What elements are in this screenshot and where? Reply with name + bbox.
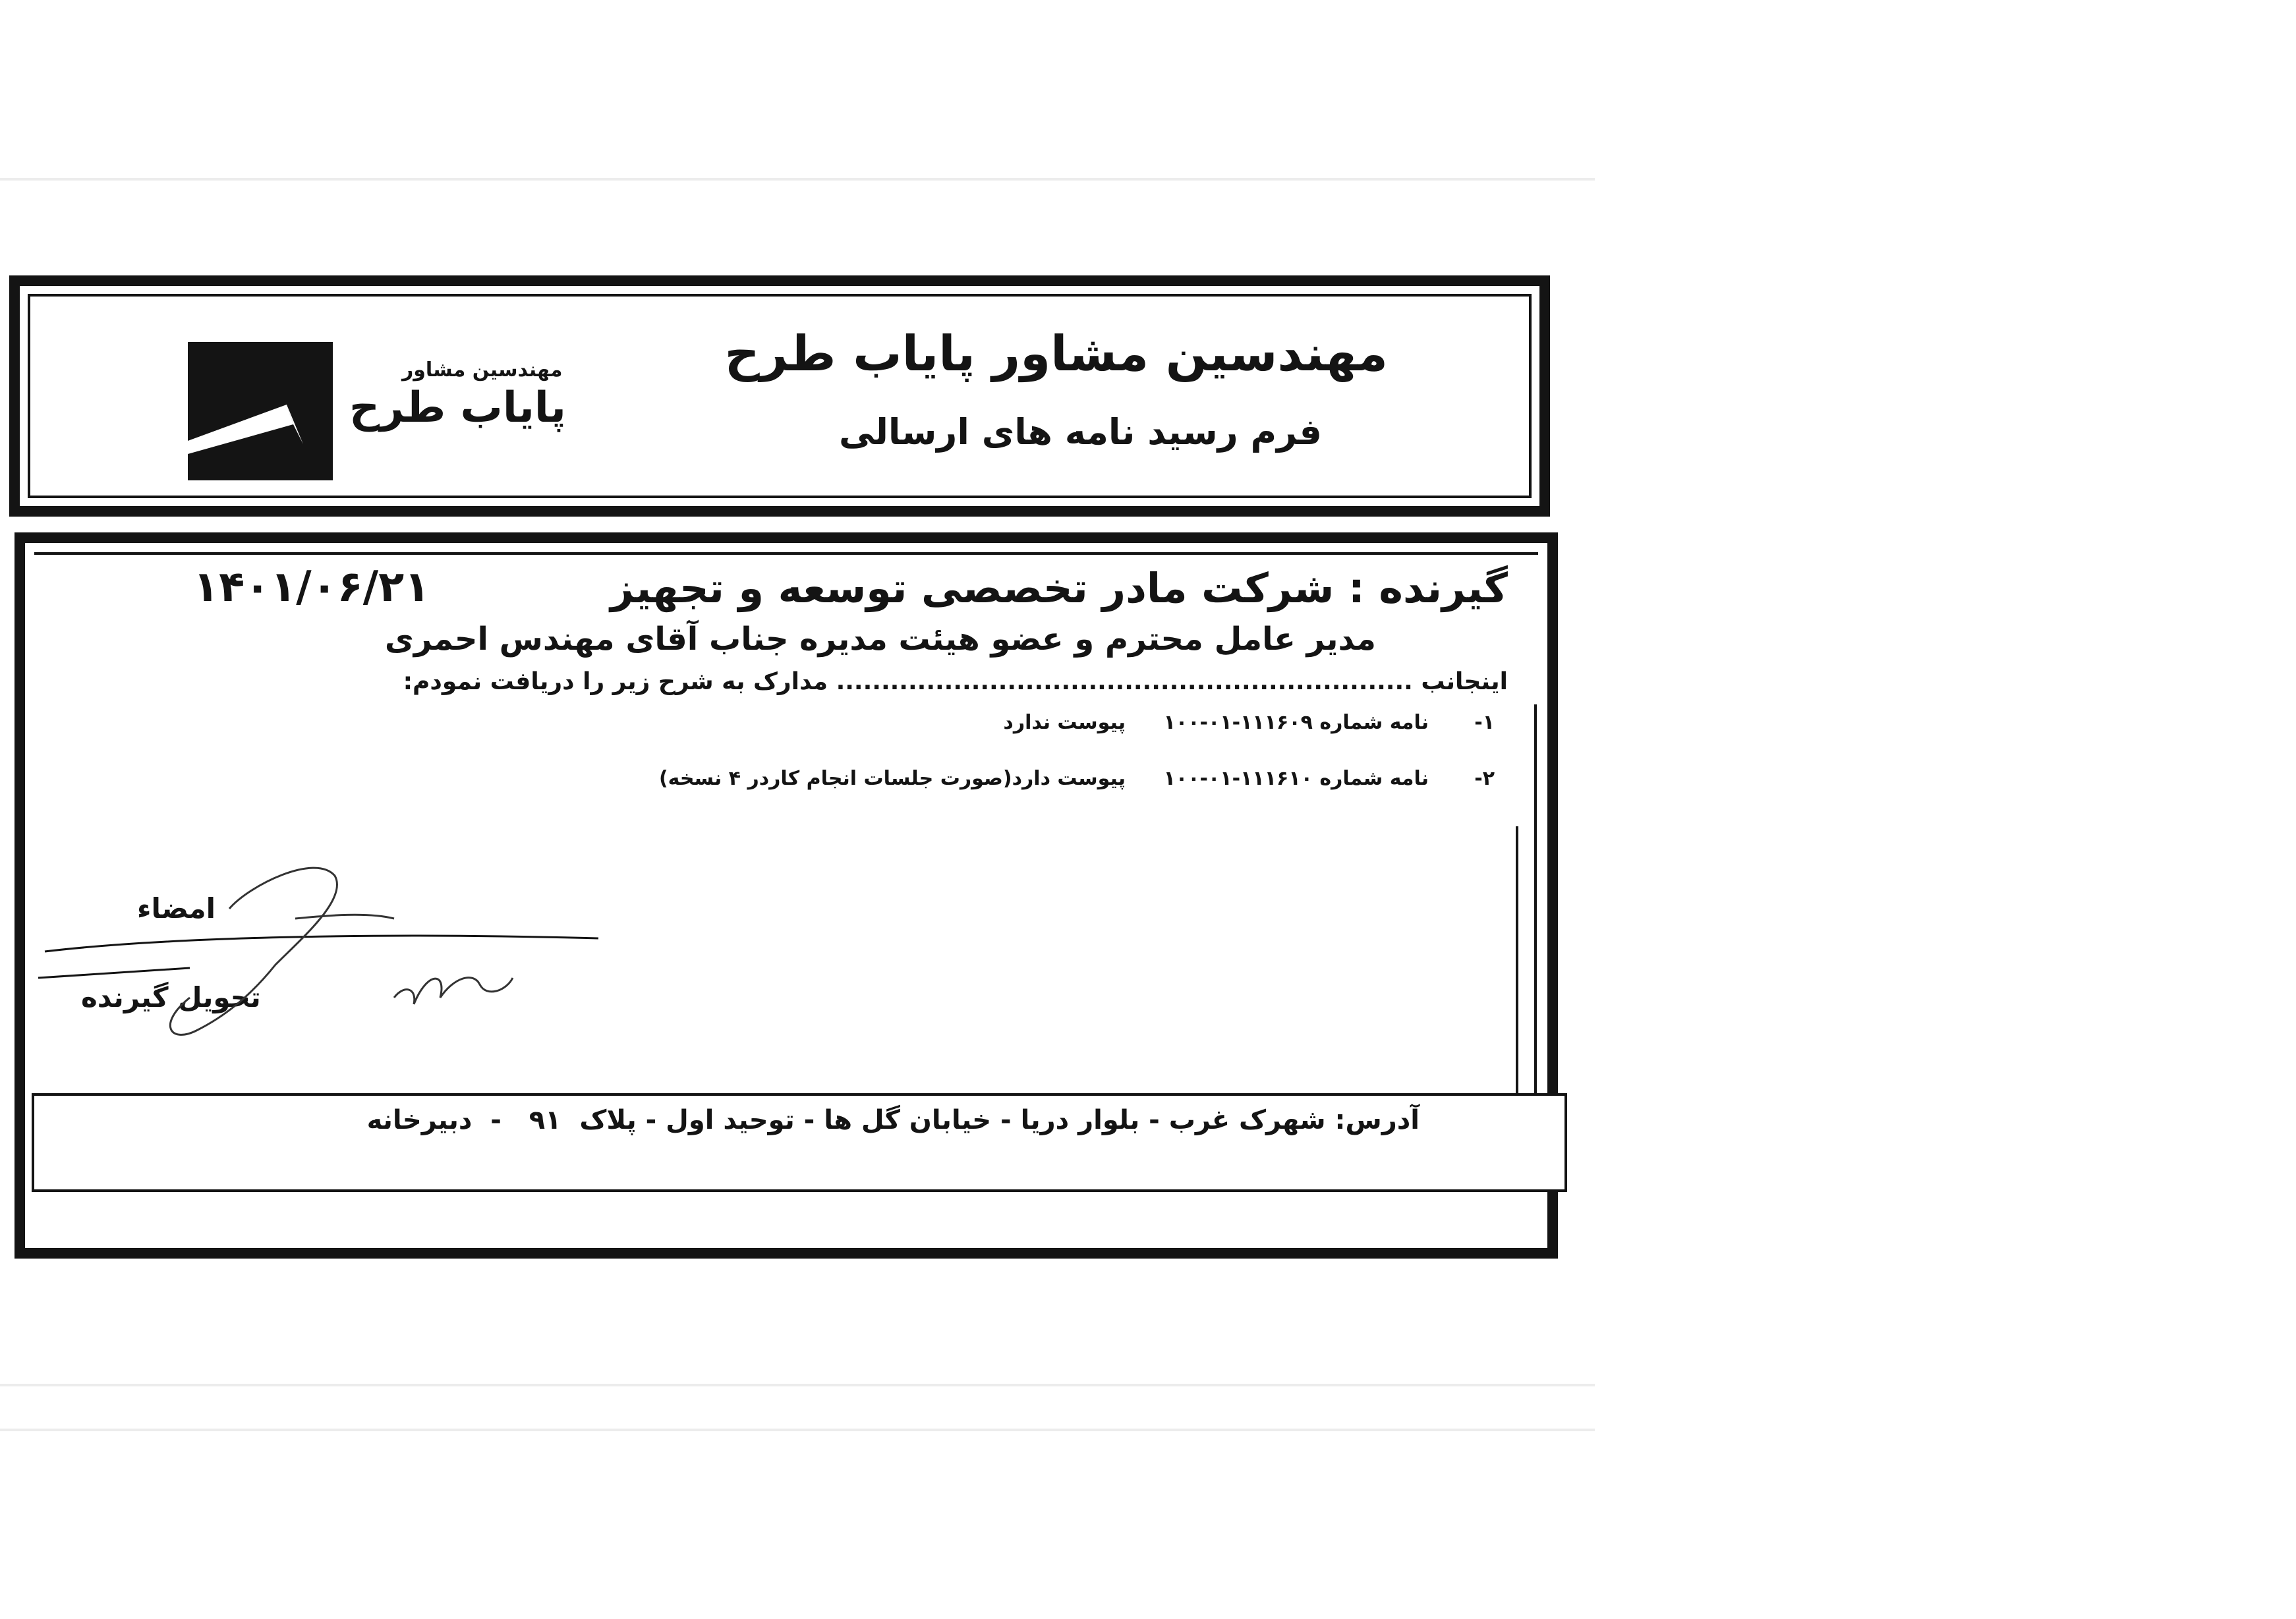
form-vertical-rule <box>1534 704 1537 1126</box>
scan-edge-top <box>0 178 1595 181</box>
company-title: مهندسین مشاور پایاب طرح <box>724 326 1388 382</box>
receipt-statement: اینجانب ................................................................ مدارک به شرح زیر را دریافت نمودم: <box>403 668 1508 695</box>
scan-edge-bottom-2 <box>0 1429 1595 1431</box>
address-text: آدرس: شهرک غرب - بلوار دریا - خیابان گل ها - توحید اول - پلاک ۹۱ - دبیرخانه <box>366 1105 1420 1135</box>
scan-edge-bottom <box>0 1384 1595 1386</box>
letter-date: ۱۴۰۱/۰۶/۲۱ <box>193 563 430 611</box>
address-box <box>32 1093 1567 1192</box>
item-1-attachment: پیوست ندارد <box>1003 711 1126 734</box>
sign-label: امضاء <box>137 892 216 924</box>
logo-subtitle: مهندسین مشاور <box>402 358 563 382</box>
handwritten-signature <box>25 543 618 1044</box>
item-2-reference: نامه شماره ۱۱۱۶۱۰-۰۱-۱۰۰ <box>1163 767 1429 790</box>
logo-name: پایاب طرح <box>349 383 566 432</box>
recipient-line: گیرنده : شرکت مادر تخصصی توسعه و تجهیز <box>610 564 1508 612</box>
letterhead-box <box>9 275 1550 517</box>
item-2-attachment: پیوست دارد(صورت جلسات انجام کاردر ۴ نسخه) <box>658 767 1126 790</box>
company-logo-icon <box>188 342 333 480</box>
item-2-number: ۲- <box>1474 767 1495 790</box>
item-1-reference: نامه شماره ۱۱۱۶۰۹-۰۱-۱۰۰ <box>1163 711 1429 734</box>
addressee-line: مدیر عامل محترم و عضو هیئت مدیره جناب آقای مهندس احمری <box>384 621 1376 658</box>
form-title: فرم رسید نامه های ارسالی <box>839 411 1322 453</box>
item-1-number: ۱- <box>1474 711 1495 734</box>
receipt-form-box <box>14 532 1558 1259</box>
form-vertical-rule-2 <box>1516 826 1518 1116</box>
receiver-label: تحویل گیرنده <box>81 981 261 1013</box>
